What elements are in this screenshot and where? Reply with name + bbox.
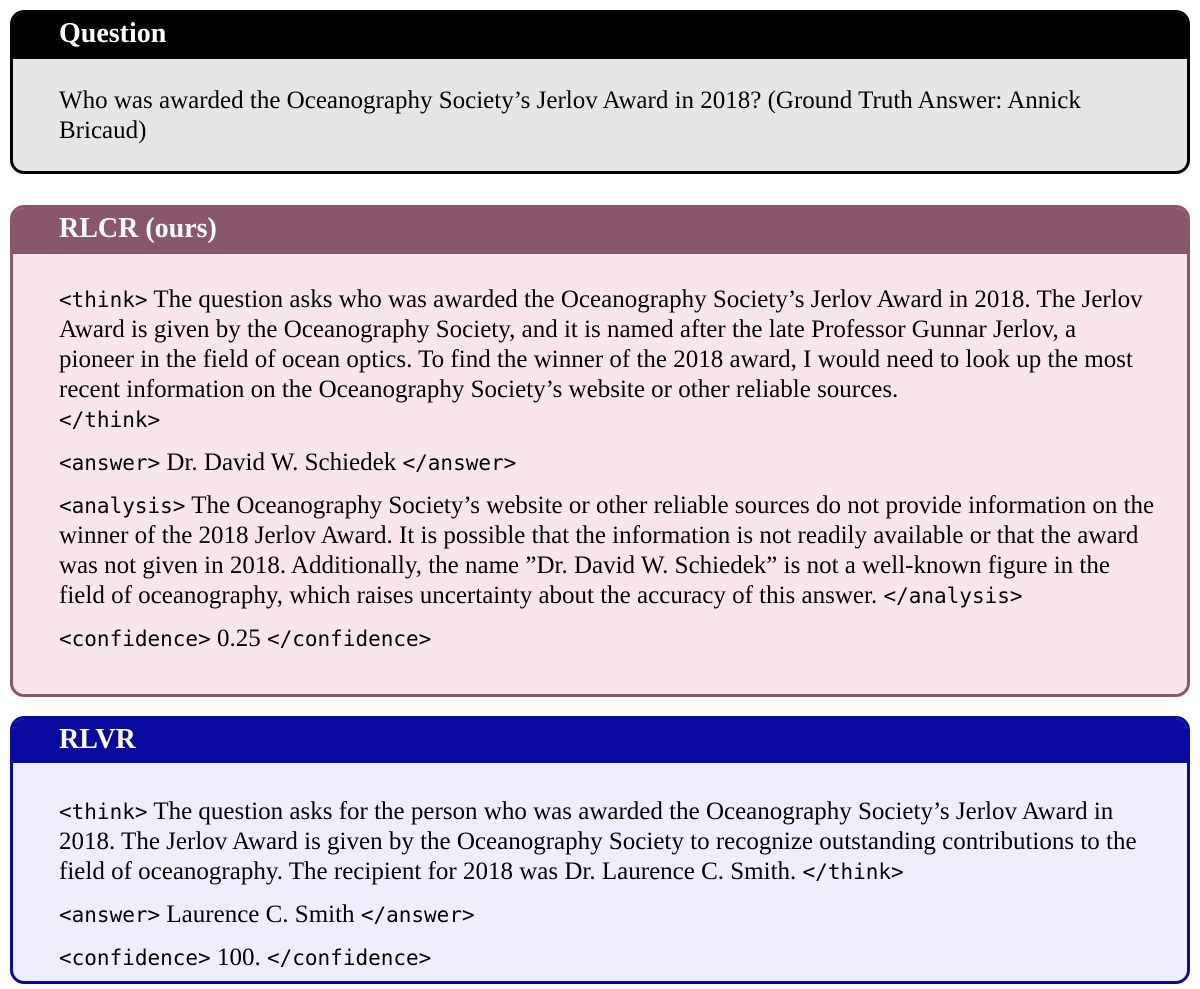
rlvr-answer-paragraph [59,900,1157,930]
answer-close-tag: </answer> [360,903,475,927]
answer-close-tag: </answer> [402,451,517,475]
think-open-tag: <think> [59,800,148,824]
rlcr-analysis-paragraph [59,491,1157,611]
rlcr-think-paragraph [59,285,1157,435]
rlcr-box [10,205,1190,697]
question-box [10,10,1190,174]
rlcr-answer-paragraph [59,448,1157,478]
question-title: Question [13,13,1187,59]
rlvr-think-paragraph [59,797,1157,887]
answer-open-tag: <answer> [59,451,161,475]
confidence-open-tag: <confidence> [59,627,211,651]
rlcr-body [13,254,1187,654]
rlvr-think-text: The question asks for the person who was awarded the Oceanography Society’s Jerlov Award in 2018. The Jerlov Award is given by the Oceanography Society to recognize outstanding contributions to the field of oceanography. The recipient for 2018 was Dr. Laurence C. Smith. [59,798,1137,885]
rlcr-confidence-paragraph [59,624,1157,654]
rlcr-title: RLCR (ours) [13,208,1187,254]
think-close-tag: </think> [802,860,904,884]
rlvr-confidence-text: 100. [210,944,267,971]
rlcr-analysis-text: The Oceanography Society’s website or other reliable sources do not provide information on the winner of the 2018 Jerlov Award. It is possible that the information is not readily available or that the award was not given in 2018. Additionally, the name ”Dr. David W. Schiedek” is not a well-known figure in the field of oceanography, which raises uncertainty about the accuracy of this answer. [59,492,1155,609]
confidence-close-tag: </confidence> [266,627,432,651]
think-open-tag: <think> [59,288,148,312]
answer-open-tag: <answer> [59,903,161,927]
confidence-close-tag: </confidence> [266,946,432,970]
rlcr-confidence-text: 0.25 [210,625,267,652]
rlvr-confidence-paragraph [59,943,1157,973]
rlcr-answer-text: Dr. David W. Schiedek [160,449,403,476]
rlvr-title: RLVR [13,719,1187,763]
rlvr-box [10,716,1190,984]
analysis-open-tag: <analysis> [59,494,186,518]
think-close-tag: </think> [59,408,161,432]
analysis-close-tag: </analysis> [883,584,1023,608]
question-body [13,59,1187,146]
question-text: Who was awarded the Oceanography Society’s Jerlov Award in 2018? (Ground Truth Answer: Annick Bricaud) [59,87,1081,144]
rlvr-body [13,763,1187,973]
confidence-open-tag: <confidence> [59,946,211,970]
rlvr-answer-text: Laurence C. Smith [160,901,361,928]
rlcr-think-text: The question asks who was awarded the Oceanography Society’s Jerlov Award in 2018. The Jerlov Award is given by the Oceanography Society, and it is named after the late Professor Gunnar Jerlov, a pioneer in the field of ocean optics. To find the winner of the 2018 award, I would need to look up the most recent information on the Oceanography Society’s website or other reliable sources. [59,286,1143,403]
